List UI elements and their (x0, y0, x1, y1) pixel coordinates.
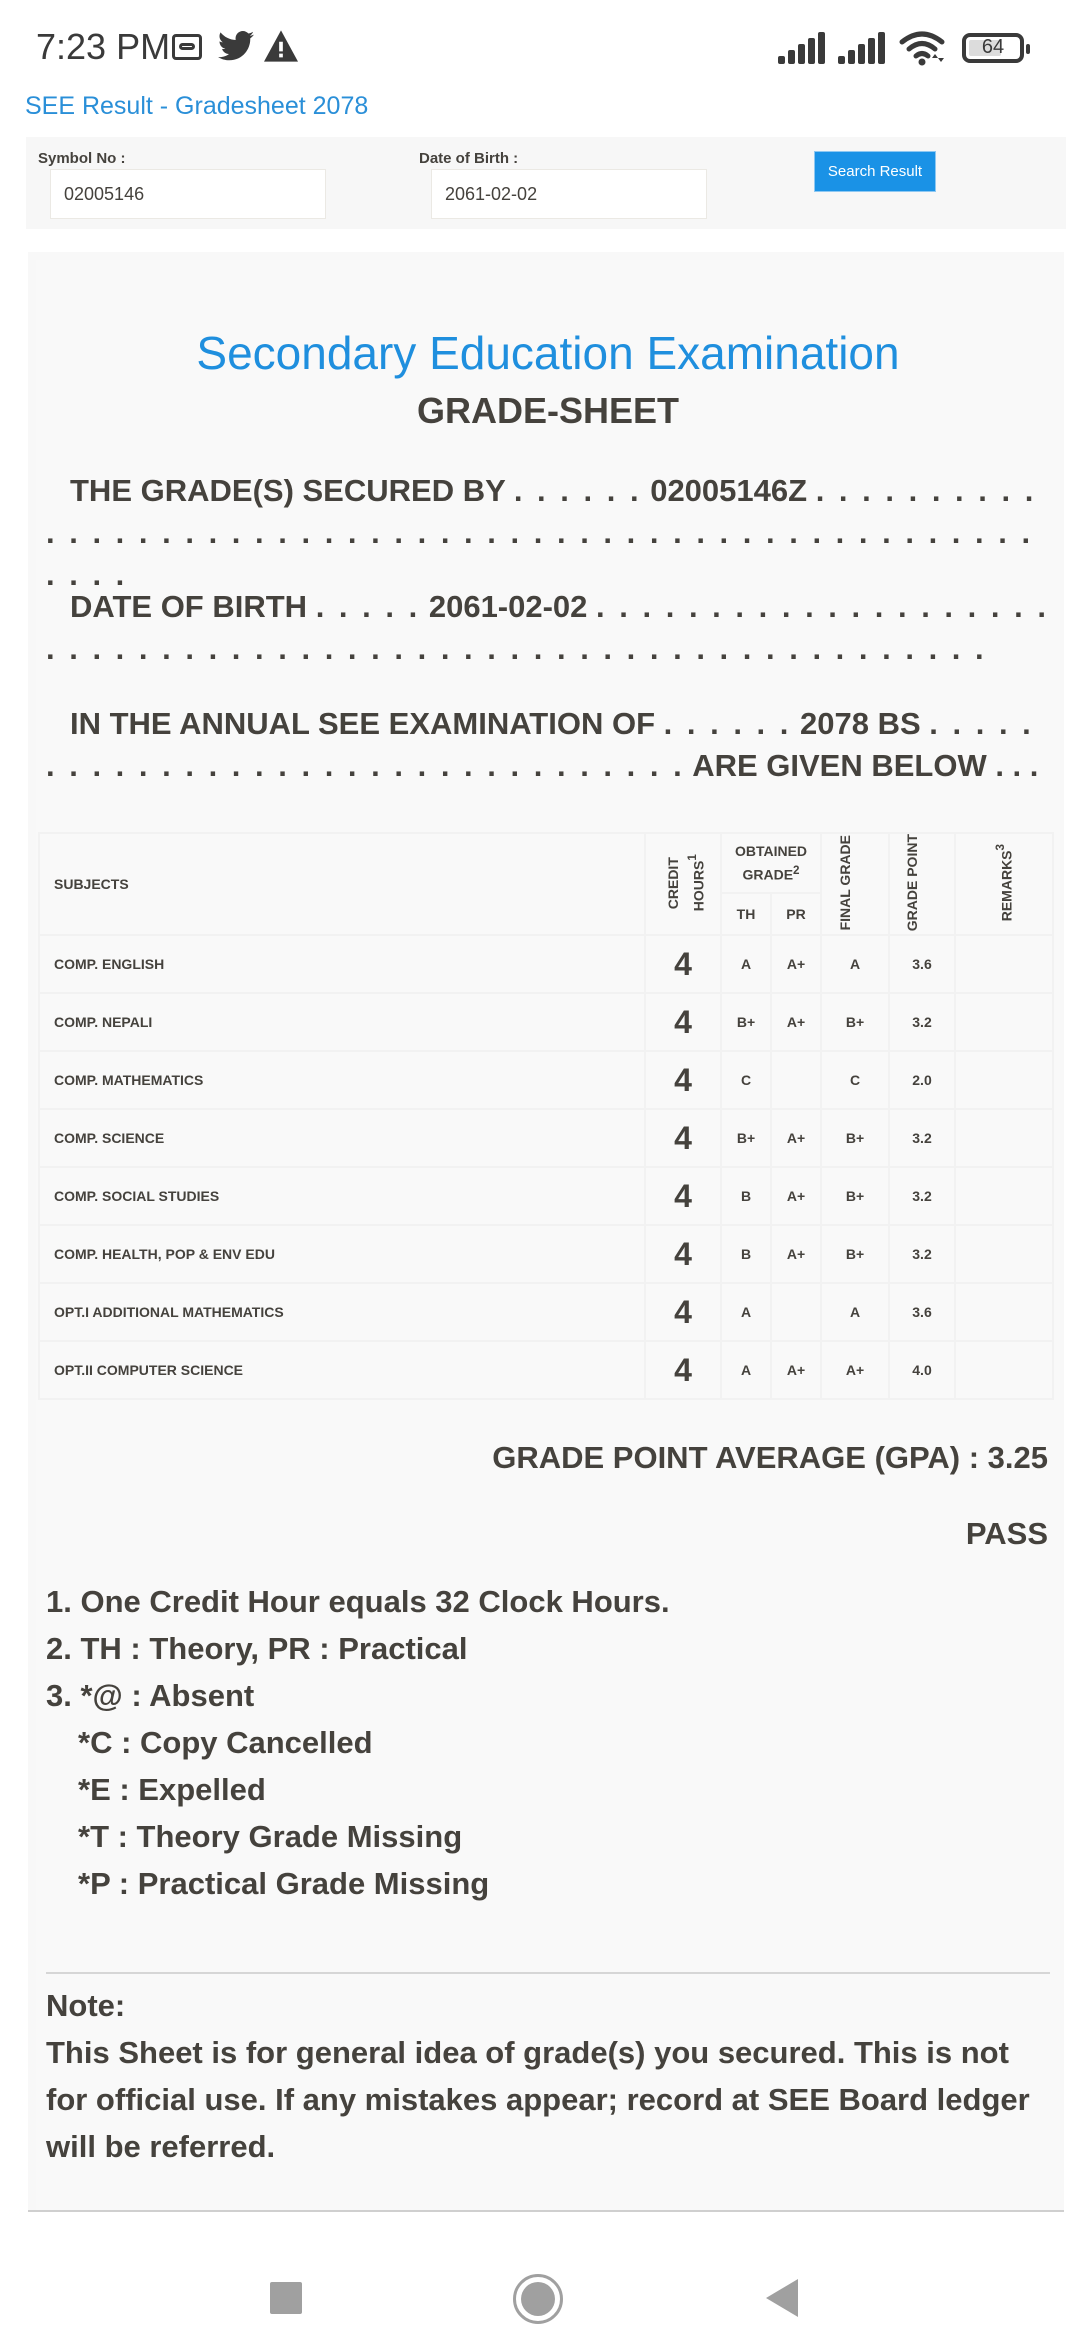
secured-by-line (46, 470, 1050, 596)
exam-title: Secondary Education Examination (196, 327, 900, 379)
header-grade-point: GRADE POINT (889, 833, 955, 935)
pr-grade-cell: A+ (771, 1225, 821, 1283)
credit-cell: 4 (645, 1167, 721, 1225)
footnote-item: *P : Practical Grade Missing (78, 1866, 490, 1901)
note-text: This Sheet is for general idea of grade(s) you secured. This is not for official use. If any mistakes appear; record at SEE Board ledger will be referred. (46, 2035, 1030, 2164)
table-row (39, 1225, 1053, 1283)
symbol-input[interactable] (50, 169, 326, 219)
sheet-title: GRADE-SHEET (416, 390, 680, 431)
table-row (39, 935, 1053, 993)
pr-grade-cell: A+ (771, 1167, 821, 1225)
pr-grade-cell: A+ (771, 1109, 821, 1167)
pr-grade-cell: A+ (771, 993, 821, 1051)
gradesheet-card (28, 252, 1064, 2212)
final-grade-cell: A+ (821, 1341, 889, 1399)
grade-point-cell: 3.2 (889, 1225, 955, 1283)
table-row (39, 993, 1053, 1051)
credit-cell: 4 (645, 1283, 721, 1341)
subject-cell: COMP. NEPALI (39, 993, 645, 1051)
th-grade-cell: C (721, 1051, 771, 1109)
grade-point-cell: 3.2 (889, 1167, 955, 1225)
final-grade-cell: B+ (821, 993, 889, 1051)
result-status: PASS (965, 1516, 1048, 1551)
recents-button-icon[interactable] (270, 2282, 302, 2314)
note-label: Note: (46, 1988, 126, 2023)
note-divider (46, 1972, 1050, 1974)
th-grade-cell: A (721, 1341, 771, 1399)
header-th: TH (721, 893, 771, 936)
grade-rows (39, 935, 1053, 1399)
pr-grade-cell (771, 1283, 821, 1341)
credit-cell: 4 (645, 993, 721, 1051)
table-row (39, 1283, 1053, 1341)
status-time: 7:23 PM (36, 26, 171, 67)
remarks-cell (955, 1051, 1053, 1109)
footnote-item: 2. TH : Theory, PR : Practical (46, 1631, 468, 1666)
exam-line (46, 703, 1050, 787)
navigation-bar (0, 2212, 1080, 2340)
final-grade-cell: B+ (821, 1225, 889, 1283)
home-button-icon[interactable] (513, 2274, 563, 2324)
subject-cell: OPT.II COMPUTER SCIENCE (39, 1341, 645, 1399)
search-result-button[interactable]: Search Result (814, 151, 936, 192)
header-remarks: REMARKS$^3$ (955, 833, 1053, 935)
gradesheet-content (36, 260, 1060, 2210)
dots: . . . . . . . . . . . . . . . . . . . . . . . . . . . . . . . . . . . . . . . . . . . . . . . . . . . . . . . . . (46, 473, 1037, 592)
status-bar (0, 0, 1080, 95)
final-grade-cell: B+ (821, 1167, 889, 1225)
grade-point-cell: 3.6 (889, 935, 955, 993)
header-credit-hours: CREDIT HOURS$^1$ (645, 833, 721, 935)
signal-icon (838, 32, 888, 69)
warning-icon (264, 30, 298, 67)
dob-line-label: DATE OF BIRTH (70, 589, 308, 624)
th-grade-cell: A (721, 1283, 771, 1341)
dob-value: 2061-02-02 (428, 589, 588, 624)
gpa-value: GRADE POINT AVERAGE (GPA) : 3.25 (492, 1440, 1048, 1475)
exam-label: IN THE ANNUAL SEE EXAMINATION OF (70, 706, 656, 741)
pr-grade-cell: A+ (771, 1341, 821, 1399)
remarks-cell (955, 1341, 1053, 1399)
subject-cell: COMP. SCIENCE (39, 1109, 645, 1167)
voicemail-icon (172, 34, 202, 60)
th-grade-cell: B+ (721, 993, 771, 1051)
credit-cell: 4 (645, 935, 721, 993)
footnote-item: *T : Theory Grade Missing (78, 1819, 463, 1854)
remarks-cell (955, 993, 1053, 1051)
symbol-number: 02005146Z (650, 473, 808, 508)
twitter-icon (218, 30, 254, 67)
remarks-cell (955, 935, 1053, 993)
subject-cell: COMP. MATHEMATICS (39, 1051, 645, 1109)
remarks-cell (955, 1109, 1053, 1167)
signal-icon (778, 32, 828, 69)
footnote-item: 1. One Credit Hour equals 32 Clock Hours. (46, 1584, 670, 1619)
battery-icon (962, 33, 1024, 63)
table-row (39, 1167, 1053, 1225)
battery-level: 64 (981, 36, 1005, 58)
back-button-icon[interactable] (766, 2279, 798, 2317)
grade-point-cell: 3.2 (889, 1109, 955, 1167)
given-below: ARE GIVEN BELOW . . . (692, 748, 1039, 783)
dots: . . . . . . (663, 706, 792, 741)
pr-grade-cell (771, 1051, 821, 1109)
table-row (39, 1341, 1053, 1399)
header-obtained-grade: OBTAINED GRADE$^2$ (721, 833, 821, 893)
subject-cell: COMP. ENGLISH (39, 935, 645, 993)
search-panel (26, 137, 1066, 229)
symbol-label: Symbol No : (38, 150, 126, 167)
table-row (39, 1051, 1053, 1109)
dots: . . . . . . . . . . . . . . . . . . . . . . . . . . . . . . . . . (46, 706, 1034, 783)
credit-cell: 4 (645, 1225, 721, 1283)
credit-cell: 4 (645, 1341, 721, 1399)
header-final-grade: FINAL GRADE (821, 833, 889, 935)
grade-point-cell: 4.0 (889, 1341, 955, 1399)
header-pr: PR (771, 893, 821, 936)
final-grade-cell: B+ (821, 1109, 889, 1167)
pr-grade-cell: A+ (771, 935, 821, 993)
secured-by-label: THE GRADE(S) SECURED BY (70, 473, 506, 508)
remarks-cell (955, 1283, 1053, 1341)
final-grade-cell: A (821, 1283, 889, 1341)
final-grade-cell: A (821, 935, 889, 993)
page-title: SEE Result - Gradesheet 2078 (25, 92, 369, 120)
credit-cell: 4 (645, 1109, 721, 1167)
table-row (39, 1109, 1053, 1167)
grade-point-cell: 3.6 (889, 1283, 955, 1341)
dob-input[interactable] (431, 169, 707, 219)
exam-year: 2078 BS (800, 706, 921, 741)
footnote-item: *C : Copy Cancelled (78, 1725, 373, 1760)
dots: . . . . . . . . . . . . . . . . . . . . . . . . . . . . . . . . . . . . . . . . . . . . . . . . . . . . . . . . . . . . . (46, 589, 1049, 666)
subject-cell: OPT.I ADDITIONAL MATHEMATICS (39, 1283, 645, 1341)
wifi-icon (898, 30, 946, 71)
th-grade-cell: B (721, 1225, 771, 1283)
remarks-cell (955, 1225, 1053, 1283)
grade-point-cell: 3.2 (889, 993, 955, 1051)
subject-cell: COMP. HEALTH, POP & ENV EDU (39, 1225, 645, 1283)
footnotes (46, 1578, 670, 1907)
subject-cell: COMP. SOCIAL STUDIES (39, 1167, 645, 1225)
footnote-item: 3. *@ : Absent (46, 1678, 255, 1713)
footnote-item: *E : Expelled (78, 1772, 266, 1807)
dots: . . . . . (315, 589, 421, 624)
header-subjects: SUBJECTS (39, 833, 645, 935)
remarks-cell (955, 1167, 1053, 1225)
dots: . . . . . . (513, 473, 642, 508)
credit-cell: 4 (645, 1051, 721, 1109)
table-header-row (39, 833, 1053, 893)
dob-line (46, 586, 1050, 670)
final-grade-cell: C (821, 1051, 889, 1109)
dob-label: Date of Birth : (419, 150, 519, 167)
grade-table (38, 832, 1054, 1400)
th-grade-cell: B+ (721, 1109, 771, 1167)
grade-point-cell: 2.0 (889, 1051, 955, 1109)
th-grade-cell: B (721, 1167, 771, 1225)
th-grade-cell: A (721, 935, 771, 993)
